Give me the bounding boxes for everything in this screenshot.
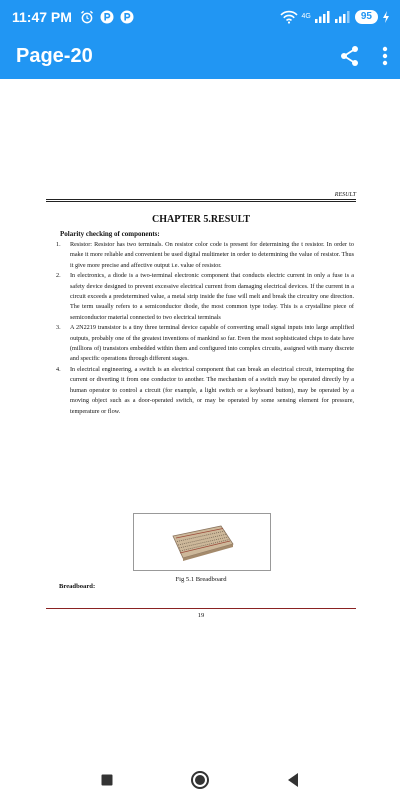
section-heading: Polarity checking of components: (60, 230, 160, 238)
charging-icon (382, 11, 390, 23)
chapter-title: CHAPTER 5.RESULT (152, 214, 250, 225)
list-item (56, 365, 354, 417)
app-p-icon (120, 10, 134, 24)
signal-icon (335, 10, 351, 23)
app-bar (0, 33, 400, 79)
back-button[interactable] (273, 762, 313, 798)
recents-button[interactable] (87, 762, 127, 798)
more-vert-icon[interactable] (382, 46, 388, 66)
alarm-icon (80, 10, 94, 24)
app-actions (340, 45, 388, 67)
battery-level: 95 (355, 10, 378, 24)
header-rule (46, 199, 356, 200)
list-number: 3. (56, 324, 61, 332)
app-p-icon (100, 10, 114, 24)
list-text: A 2N2219 transistor is a tiny three terminal device capable of converting small signal inputs into large amplified outputs, probably one of the greatest inventions of mankind so far. Even the most sophisticated chips to date have (millions of) transistors embedded within them and configured into complex circuits, assigned with many discrete and specific operations through different stages. (70, 324, 354, 363)
header-rule (46, 201, 356, 202)
list-text: In electronics, a diode is a two-terminal electronic component that conducts electric current in only a fuse is a safety device designed to prevent excessive electrical current from damaging electrical devices. If the current in a circuit exceeds a predetermined value, a metal strip inside the fuse will melt and break the circuitry one direction. The term usually refers to a semiconductor diode, the most common type today. This is a crystalline piece of semiconductor material connected to two electrical terminals (70, 272, 354, 321)
status-right (280, 10, 390, 24)
network-type-label (302, 13, 311, 20)
network-type: 4G (301, 13, 311, 20)
breadboard-label: Breadboard: (59, 583, 96, 590)
footer-rule (46, 608, 356, 609)
document-viewer[interactable] (0, 79, 400, 759)
signal-icon (315, 10, 331, 23)
share-icon[interactable] (340, 45, 360, 67)
status-bar (0, 0, 400, 33)
list-item (56, 240, 354, 271)
page-header-label: RESULT (334, 192, 356, 198)
circle-home-icon (190, 770, 210, 790)
list-item (56, 323, 354, 365)
home-button[interactable] (180, 762, 220, 798)
page-title: Page-20 (16, 44, 93, 67)
list-number: 4. (56, 365, 61, 373)
list-text: In electrical engineering, a switch is an electrical component that can break an electrical circuit, interrupting the current or diverting it from one conductor to another. The mechanism of a switch may be operated directly by a human operator to control a circuit (for example, a light switch or a keyboard button), may be operated by a moving object such as a door-operated switch, or may be operated by some sensing element for pressure, temperature or flow. (70, 365, 354, 415)
page-number: 19 (197, 612, 205, 619)
component-list (56, 240, 354, 417)
list-number: 2. (56, 272, 61, 280)
document-page (46, 79, 356, 759)
figure-caption: Fig 5.1 Breadboard (175, 576, 227, 583)
list-item (56, 271, 354, 323)
breadboard-figure (133, 513, 271, 571)
status-left (12, 9, 134, 25)
wifi-icon (280, 10, 298, 24)
list-number: 1. (56, 241, 61, 248)
triangle-back-icon (286, 772, 300, 788)
list-text: Resistor: Resistor has two terminals. On resistor color code is present for determining the t resistor. In order to make it more reliable and convenient be used digital multimeter in order to determining the value of resistor. Thus it give more precise and affective output i.e. value of resistor. (70, 241, 354, 269)
square-icon (100, 773, 114, 787)
status-time: 11:47 PM (12, 8, 72, 25)
breadboard-image (167, 522, 237, 562)
navigation-bar (0, 759, 400, 800)
